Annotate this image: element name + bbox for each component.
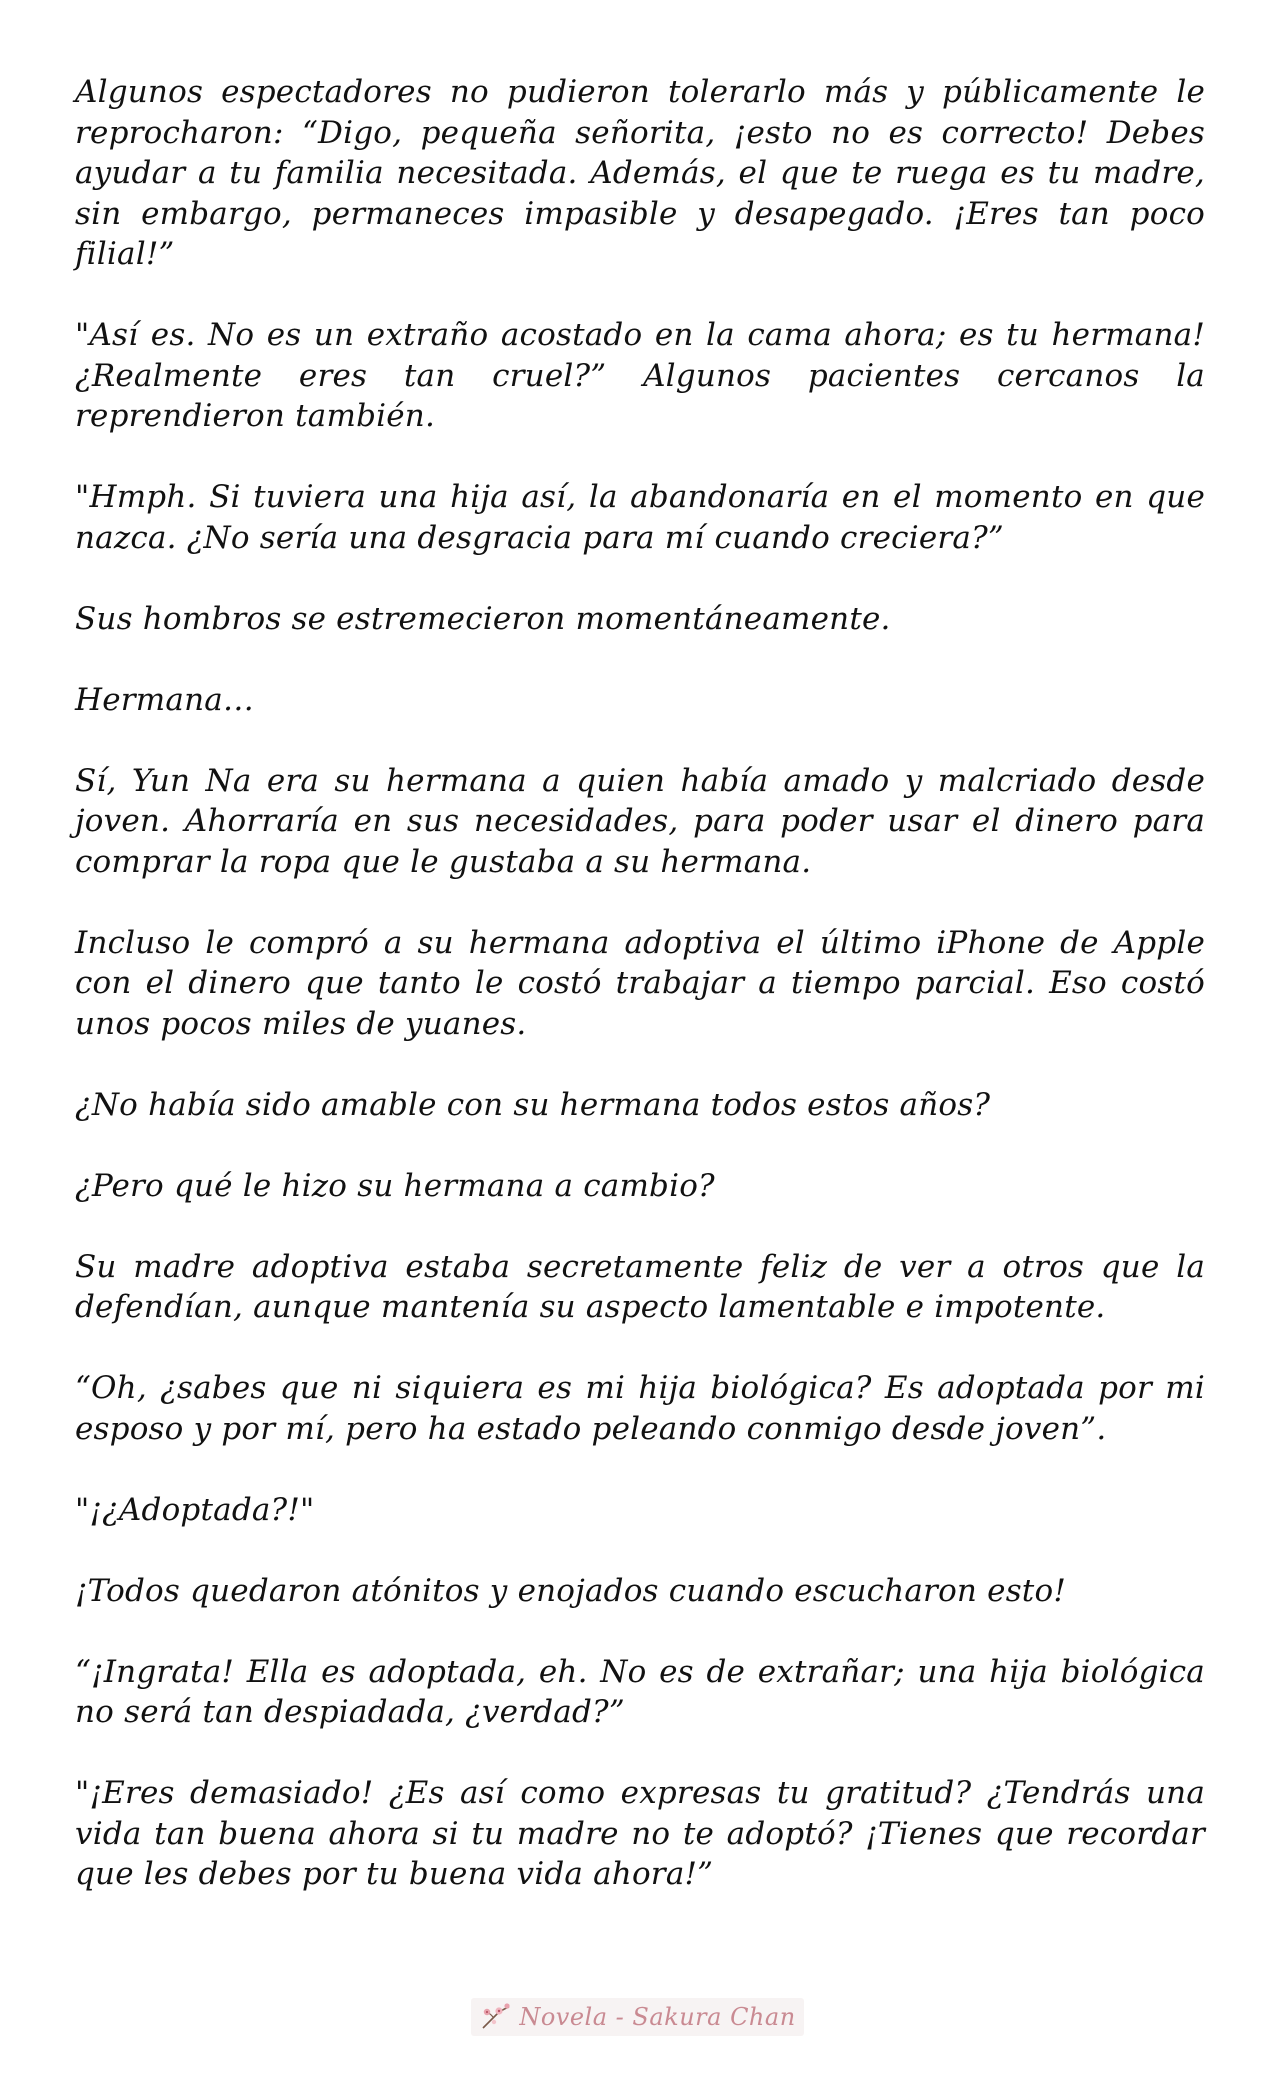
paragraph-5: Hermana… [75,681,255,718]
paragraph-6: Sí, Yun Na era su hermana a quien había amado y malcriado desde joven. Ahorraría en sus necesidades, para poder usar el dinero para comprar la ropa que le gustaba a su hermana. [75,762,1205,880]
paragraph-4: Sus hombros se estremecieron momentáneamente. [75,600,891,637]
paragraph-1: Algunos espectadores no pudieron tolerarlo más y públicamente le reprocharon: “Digo, pequeña señorita, ¡esto no es correcto! Debes ayudar a tu familia necesitada. Además, el que te ruega es tu madre, sin embargo, permaneces impasible y desapegado. ¡Eres tan poco filial!” [75,74,1205,272]
paragraph-2: "Así es. No es un extraño acostado en la cama ahora; es tu hermana! ¿Realmente eres tan cruel?” Algunos pacientes cercanos la reprendieron también. [75,317,1205,434]
watermark-badge [471,1998,803,2036]
paragraph-3: "Hmph. Si tuviera una hija así, la abandonaría en el momento en que nazca. ¿No sería una desgracia para mí cuando creciera?” [75,479,1205,556]
cherry-blossom-icon [479,2002,513,2032]
footer-watermark [0,1992,1275,2042]
paragraph-13: ¡Todos quedaron atónitos y enojados cuando escucharon esto! [75,1572,1066,1609]
paragraph-15: "¡Eres demasiado! ¿Es así como expresas tu gratitud? ¿Tendrás una vida tan buena ahora si tu madre no te adoptó? ¡Tienes que recordar que les debes por tu buena vida ahora!” [75,1775,1205,1892]
paragraph-8: ¿No había sido amable con su hermana todos estos años? [75,1086,991,1123]
paragraph-11: “Oh, ¿sabes que ni siquiera es mi hija biológica? Es adoptada por mi esposo y por mí, pero ha estado peleando conmigo desde joven”. [75,1370,1205,1447]
paragraph-7: Incluso le compró a su hermana adoptiva el último iPhone de Apple con el dinero que tanto le costó trabajar a tiempo parcial. Eso costó unos pocos miles de yuanes. [75,924,1205,1042]
text-body [75,72,1205,1935]
paragraph-14: “¡Ingrata! Ella es adoptada, eh. No es de extrañar; una hija biológica no será tan despiadada, ¿verdad?” [75,1653,1205,1730]
paragraph-9: ¿Pero qué le hizo su hermana a cambio? [75,1167,715,1204]
paragraph-10: Su madre adoptiva estaba secretamente feliz de ver a otros que la defendían, aunque mantenía su aspecto lamentable e impotente. [75,1248,1205,1325]
paragraph-12: "¡¿Adoptada?!" [75,1491,315,1528]
watermark-text: Novela - Sakura Chan [519,2003,796,2031]
